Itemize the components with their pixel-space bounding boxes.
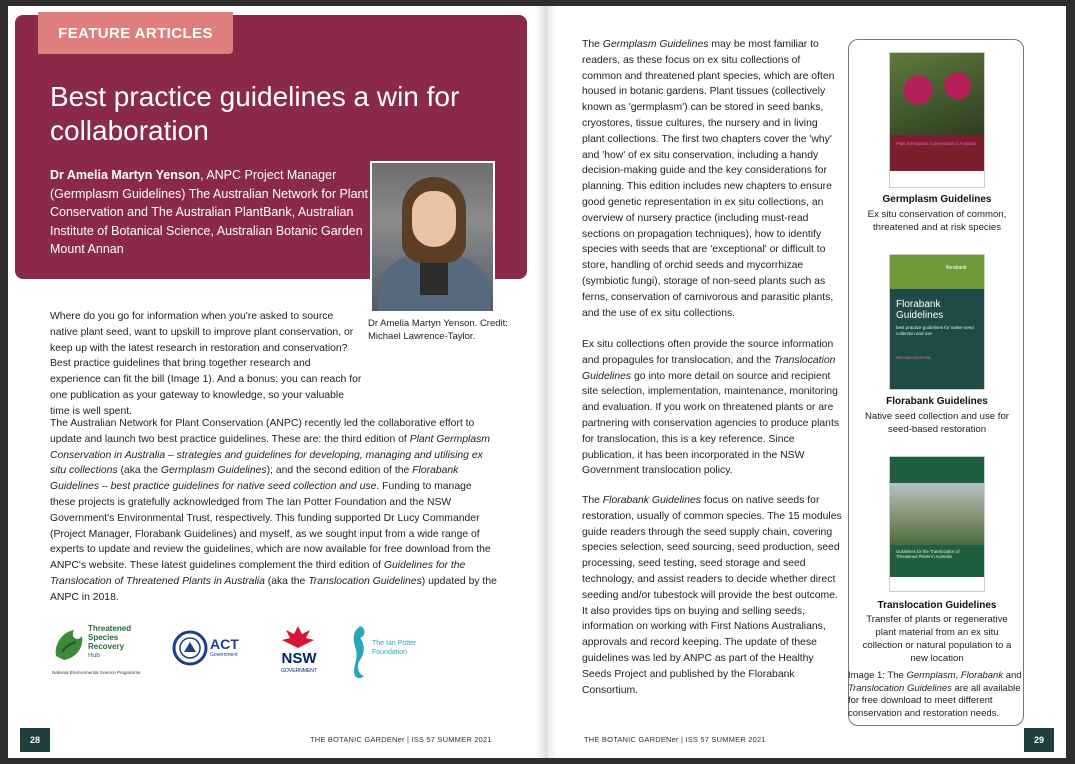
paragraph-intro: Where do you go for information when you're asked to source native plant seed, want to upskill to improve plant conservation, or keep up with the latest research in restoration and conservation? Best practice guidelines that bring together research and experience can fit the bill (Image 1). And a bonus: you can reach for one publication as your gateway to knowledge, so your valuable time is well spent. [50,311,362,417]
florabank-desc: Native seed collection and use for seed-based restoration [865,411,1009,435]
seahorse-icon [348,624,370,682]
photo-caption: Dr Amelia Martyn Yenson. Credit: Michael Lawrence-Taylor. [368,318,508,342]
page-gutter [535,6,557,758]
florabank-cover: florabank Florabank Guidelines best practice guidelines for native seed collection and use SECOND EDITION [889,254,985,390]
tsr-hub-logo: Threatened Species Recovery Hub National Environmental Science Programme [52,624,141,675]
translocation-cover: Guidelines for the Translocation of Threatened Plants in Australia [889,456,985,592]
author-name: Dr Amelia Martyn Yenson [50,168,201,182]
footer-left: THE BOTANIC GARDENer | ISS 57 SUMMER 2021 [310,735,492,744]
author-byline [50,166,370,259]
magazine-spread [8,6,1066,758]
waratah-icon [280,624,316,650]
guidelines-sidebar [848,39,1024,726]
paragraph-anpc: The Australian Network for Plant Conservation (ANPC) recently led the collaborative effort to update and launch two best practice guidelines. These are: the third edition of Plant Germplasm Conservation in Australia – strategies and guidelines for developing, managing and utilising ex situ collections (aka the Germplasm Guidelines); and the second edition of the Florabank Guidelines – best practice guidelines for native seed collection and use. Funding to manage these projects is gratefully acknowledged from The Ian Potter Foundation and the NSW Government's Environmental Trust, respectively. This funding supported Dr Lucy Commander (Project Manager, Florabank Guidelines) and myself, as we sought input from a wide range of experts to update and review the guidelines, which are now available for free download from the ANPC's website. These latest guidelines complement the third edition of Guidelines for the Translocation of Threatened Plants in Australia (aka the Translocation Guidelines) updated by the ANPC in 2018. [50,418,497,603]
footer-right: THE BOTANIC GARDENer | ISS 57 SUMMER 2021 [584,735,766,744]
ian-potter-foundation-logo: The Ian Potter Foundation [348,624,448,682]
article-title: Best practice guidelines a win for collaboration [50,81,460,146]
author-affiliation: , ANPC Project Manager (Germplasm Guidelines) The Australian Network for Plant Conservation and The Australian PlantBank, Australian Institute of Botanical Science, Australian Botanic Garden Mount Annan [50,168,368,256]
germplasm-title: Germplasm Guidelines [882,194,992,205]
image-caption: Image 1: The Germplasm, Florabank and Translocation Guidelines are all available for free download to meet different conservation and restoration needs. [848,670,1022,719]
germplasm-cover: Plant Germplasm Conservation in Australia [889,52,985,188]
paragraph-intro-a [50,309,362,420]
translocation-desc: Transfer of plants or regenerative plant material from an ex situ collection or natural population to a new location [862,614,1012,664]
paragraph-florabank: The Florabank Guidelines focus on native seeds for restoration, usually of common species. The 15 modules guide readers through the seed supply chain, covering species selection, seed sourcing, seed production, seed processing, seed testing, seed storage and seed technology, and assist readers to decide whether direct seeding and/or tubestock will provide the best outcome. It also provides tips on buying and selling seeds, information on working with First Nations Australians, approvals and record keeping. The update of these guidelines was led by ANPC as part of the Healthy Seeds Project and published by the Florabank Consortium. [582,495,842,696]
paragraph-translocation: Ex situ collections often provide the source information and propagules for translocation, and the Translocation Guidelines go into more detail on source and recipient site selection, implementation, maintenance, monitoring and evaluation. If you work on threatened plants or are partnering with conservation agencies to produce plants for translocation, this is a key reference. Since publication, it has been incorporated in the NSW Government translocation policy. [582,339,840,477]
translocation-title: Translocation Guidelines [877,600,997,611]
partner-logos [52,624,452,684]
florabank-title: Florabank Guidelines [886,396,988,407]
tsr-hub-icon [52,626,86,666]
page-number-right: 29 [1024,728,1054,752]
section-tag: FEATURE ARTICLES [38,12,233,54]
page-number-left: 28 [20,728,50,752]
paragraph-germplasm: The Germplasm Guidelines may be most familiar to readers, as these focus on ex situ collections of common and threatened plant species, which are often housed in botanic gardens. Plant tissues (collectively known as 'germplasm') can be stored in seed banks, cryostores, tissue cultures, the nursery and in living plant collections. The first two chapters cover the 'why' and 'how' of ex situ conservation, including a handy decision-making guide and the key considerations for planning. This edition includes new chapters to ensure good genetic representation in ex situ collections, an overview of nursery practice (including must-read sections on propagation techniques), how to identify species with seeds that are 'exceptional' or difficult to store, handling of orchid seeds and mycorrhizae (symbiotic fungi), storage of non-seed plants such as ferns, conservation of carnivorous and parasitic plants, and the use of ex situ collections. [582,39,835,319]
nsw-government-logo: NSW GOVERNMENT [274,624,324,680]
germplasm-desc: Ex situ conservation of common, threatened and at risk species [867,209,1007,233]
author-photo [370,161,495,313]
act-crest-icon [172,630,208,666]
act-government-logo: ACT Government [172,630,242,670]
